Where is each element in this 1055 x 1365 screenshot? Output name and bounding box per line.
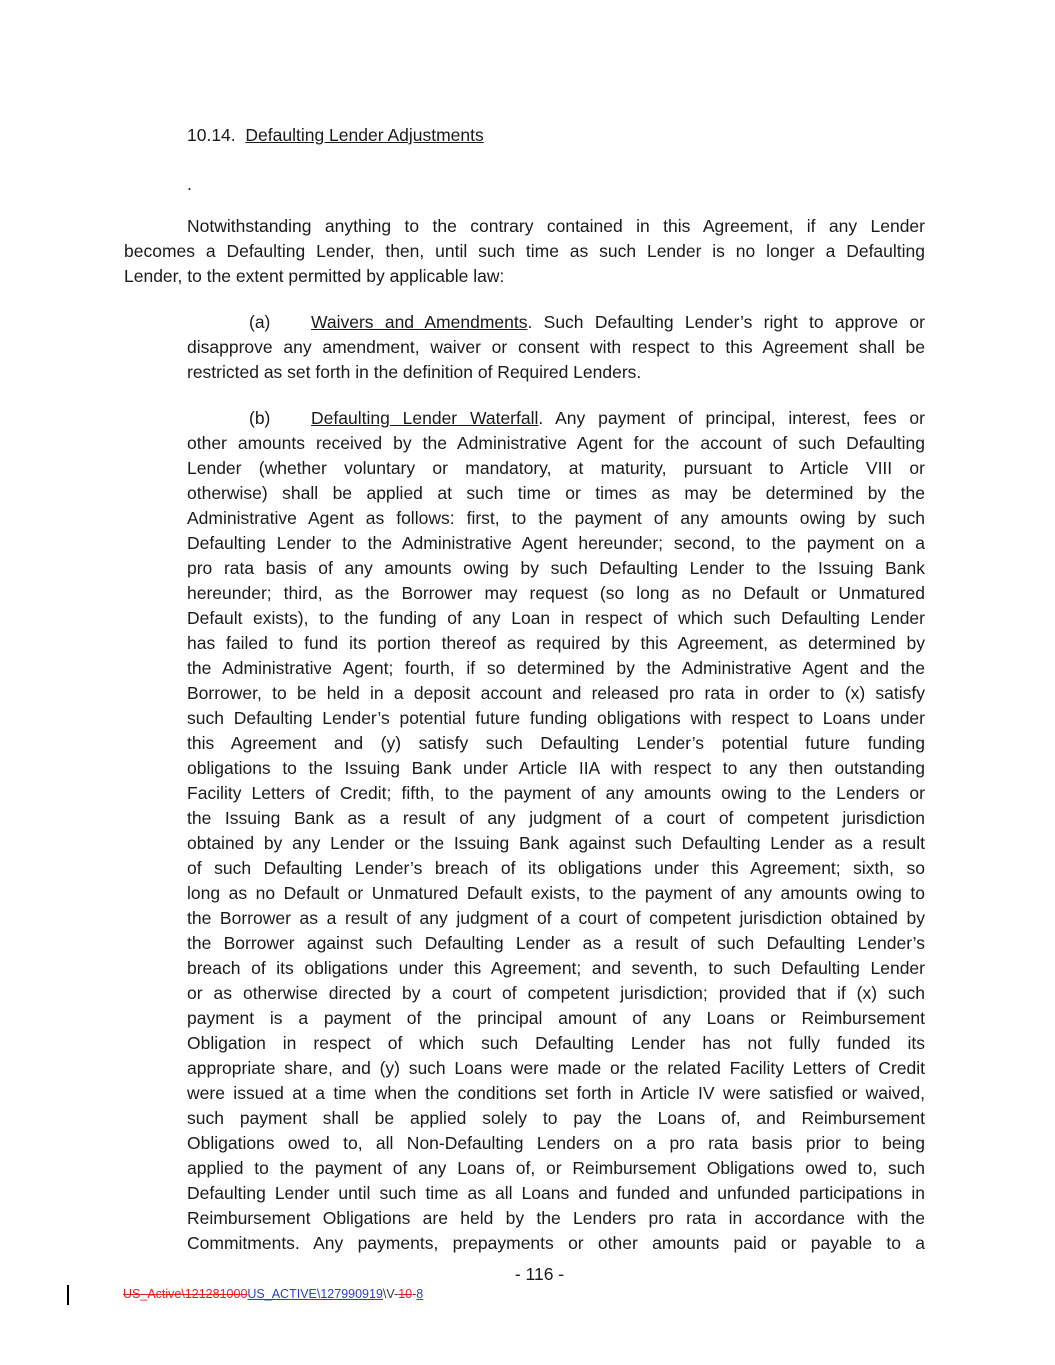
change-bar — [67, 1285, 69, 1305]
text-line: Commitments. Any payments, prepayments or other amounts paid or payable to a — [187, 1233, 925, 1253]
text-line: other amounts received by the Administrative Agent for the account of such Defaulting — [187, 433, 925, 453]
text-line: hereunder; third, as the Borrower may request (so long as no Default or Unmatured — [187, 583, 925, 603]
text-line: such Defaulting Lender’s potential future funding obligations with respect to Loans under — [187, 708, 925, 728]
document-id-footer: US_Active\121281000US_ACTIVE\127990919\V-10-8 — [123, 1287, 424, 1301]
para-a-first-line-text: . Such Defaulting Lender’s right to approve or — [527, 312, 925, 332]
text-line: Defaulting Lender until such time as all Loans and funded and unfunded participations in — [187, 1183, 925, 1203]
text-line: breach of its obligations under this Agreement; and seventh, to such Defaulting Lender — [187, 958, 925, 978]
para-a-first-line — [249, 310, 925, 335]
text-line: Notwithstanding anything to the contrary contained in this Agreement, if any Lender — [187, 216, 925, 236]
para-b-first-line — [249, 406, 925, 431]
text-line: were issued at a time when the conditions set forth in Article IV were satisfied or waived, — [187, 1083, 925, 1103]
para-b-first-line-text: . Any payment of principal, interest, fees or — [538, 408, 925, 428]
deleted-version: 10 — [398, 1287, 413, 1301]
text-line: applied to the payment of any Loans of, or Reimbursement Obligations owed to, such — [187, 1158, 925, 1178]
text-line: the Issuing Bank as a result of any judgment of a court of competent jurisdiction — [187, 808, 925, 828]
text-line: the Borrower as a result of any judgment of a court of competent jurisdiction obtained by — [187, 908, 925, 928]
version-separator: \V- — [382, 1287, 399, 1301]
text-line: Administrative Agent as follows: first, to the payment of any amounts owing by such — [187, 508, 925, 528]
text-line: otherwise) shall be applied at such time or times as may be determined by the — [187, 483, 925, 503]
inserted-version: 8 — [416, 1287, 424, 1301]
page-number: - 116 - — [514, 1264, 565, 1284]
text-line: this Agreement and (y) satisfy such Defaulting Lender’s potential future funding — [187, 733, 925, 753]
deleted-doc-id: US_Active\121281000 — [123, 1287, 248, 1301]
para-b-title: Defaulting Lender Waterfall — [311, 408, 539, 428]
text-line: Obligations owed to, all Non-Defaulting Lenders on a pro rata basis prior to being — [187, 1133, 925, 1153]
text-line: obtained by any Lender or the Issuing Bank against such Defaulting Lender as a result — [187, 833, 925, 853]
para-a-title: Waivers and Amendments — [311, 312, 528, 332]
para-a-label: (a) — [249, 312, 271, 332]
para-b-label: (b) — [249, 408, 271, 428]
stray-period: . — [187, 174, 192, 194]
text-line: the Borrower against such Defaulting Lender as a result of such Defaulting Lender’s — [187, 933, 925, 953]
text-line: Lender, to the extent permitted by applicable law: — [124, 266, 505, 286]
text-line: of such Defaulting Lender’s breach of its obligations under this Agreement; sixth, so — [187, 858, 925, 878]
text-line: disapprove any amendment, waiver or consent with respect to this Agreement shall be — [187, 337, 925, 357]
text-line: such payment shall be applied solely to pay the Loans of, and Reimbursement — [187, 1108, 925, 1128]
text-line: has failed to fund its portion thereof as required by this Agreement, as determined by — [187, 633, 925, 653]
text-line: Default exists), to the funding of any Loan in respect of which such Defaulting Lender — [187, 608, 925, 628]
section-heading — [187, 123, 484, 148]
text-line: Obligation in respect of which such Defaulting Lender has not fully funded its — [187, 1033, 925, 1053]
text-line: becomes a Defaulting Lender, then, until such time as such Lender is no longer a Defaulting — [124, 241, 925, 261]
section-title: Defaulting Lender Adjustments — [245, 125, 484, 145]
text-line: appropriate share, and (y) such Loans were made or the related Facility Letters of Credit — [187, 1058, 925, 1078]
text-line: long as no Default or Unmatured Default exists, to the payment of any amounts owing to — [187, 883, 925, 903]
text-line: restricted as set forth in the definition of Required Lenders. — [187, 362, 642, 382]
text-line: or as otherwise directed by a court of competent jurisdiction; provided that if (x) such — [187, 983, 925, 1003]
inserted-doc-id: US_ACTIVE\127990919 — [247, 1287, 383, 1301]
text-line: payment is a payment of the principal amount of any Loans or Reimbursement — [187, 1008, 925, 1028]
text-line: pro rata basis of any amounts owing by such Defaulting Lender to the Issuing Bank — [187, 558, 925, 578]
text-line: Facility Letters of Credit; fifth, to the payment of any amounts owing to the Lenders or — [187, 783, 925, 803]
text-line: Lender (whether voluntary or mandatory, at maturity, pursuant to Article VIII or — [187, 458, 925, 478]
text-line: obligations to the Issuing Bank under Article IIA with respect to any then outstanding — [187, 758, 925, 778]
text-line: the Administrative Agent; fourth, if so determined by the Administrative Agent and the — [187, 658, 925, 678]
text-line: Borrower, to be held in a deposit account and released pro rata in order to (x) satisfy — [187, 683, 925, 703]
section-number: 10.14. — [187, 125, 236, 145]
text-line: Reimbursement Obligations are held by the Lenders pro rata in accordance with the — [187, 1208, 925, 1228]
text-line: Defaulting Lender to the Administrative Agent hereunder; second, to the payment on a — [187, 533, 925, 553]
